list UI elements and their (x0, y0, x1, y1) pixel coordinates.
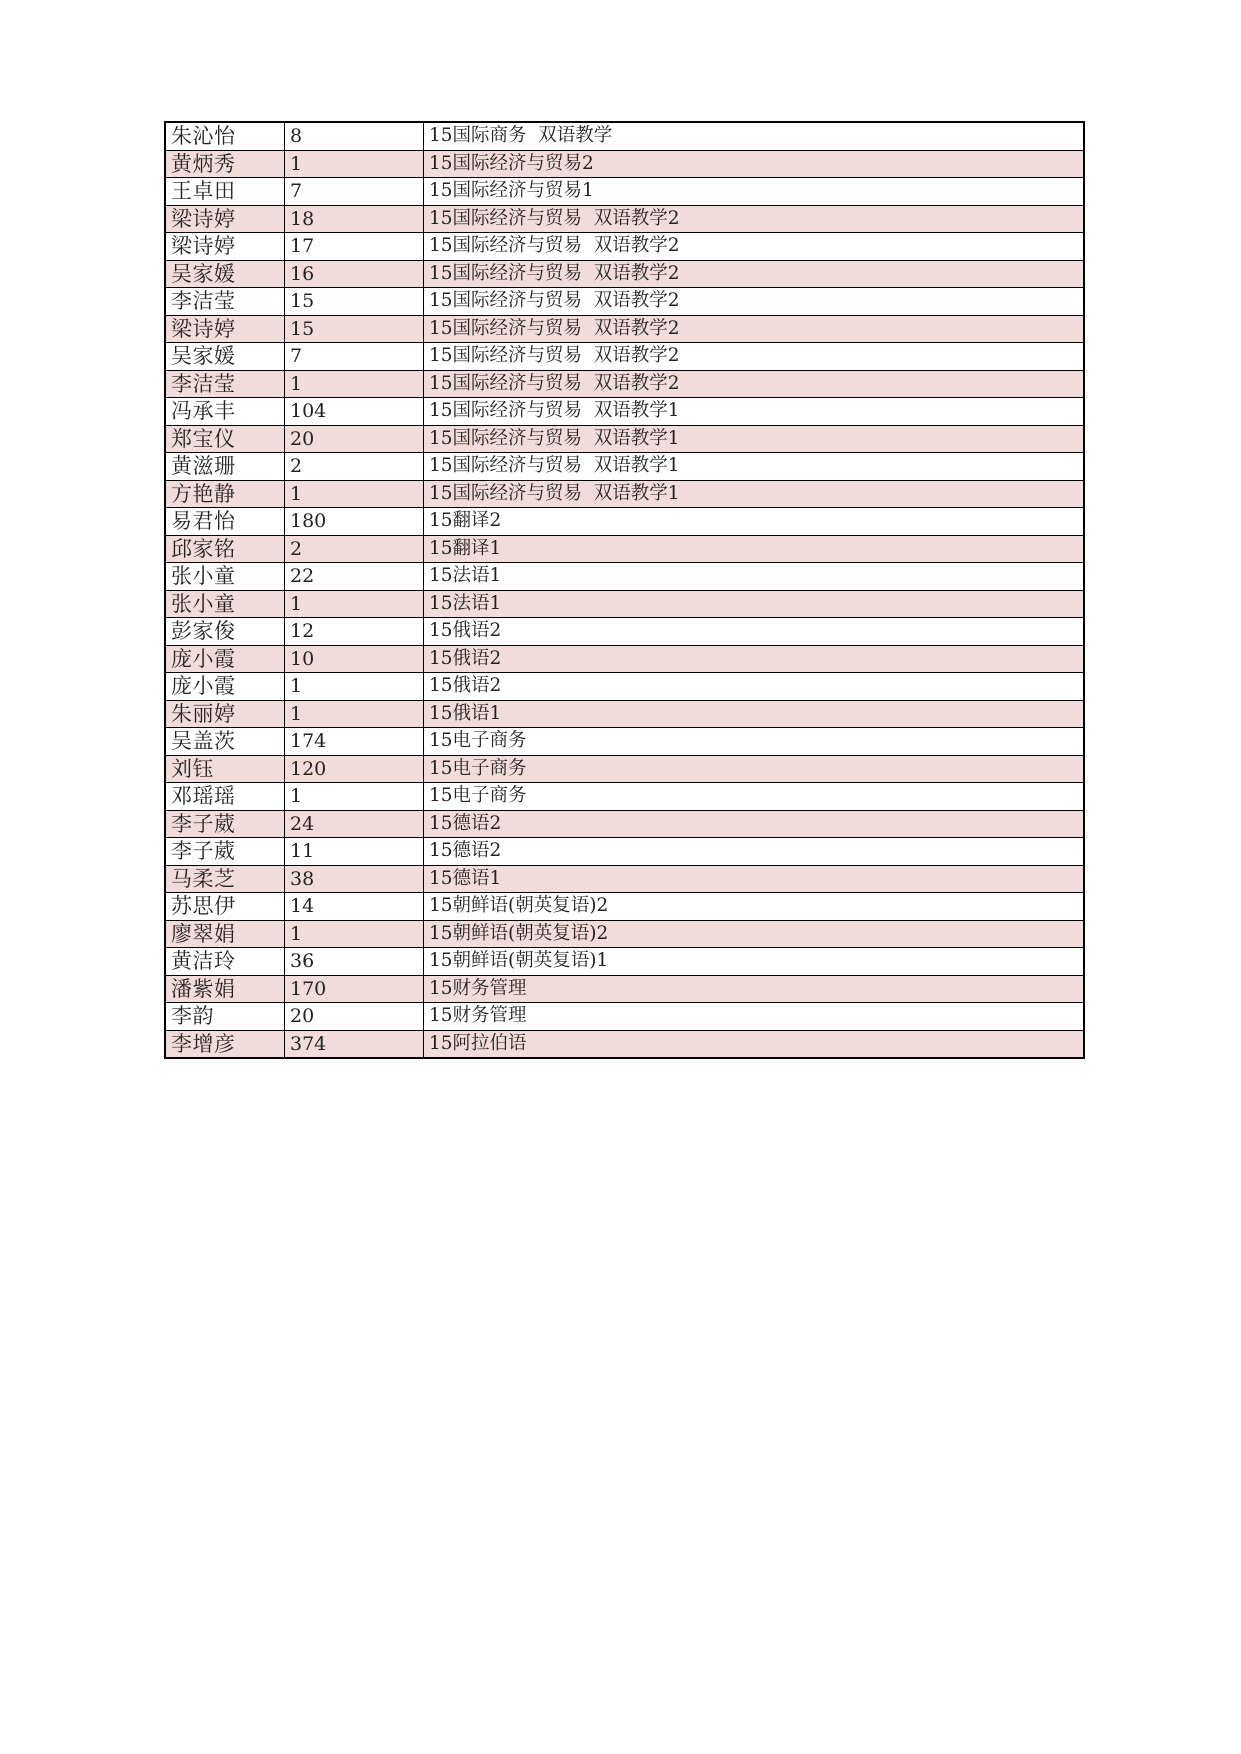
name-cell: 廖翠娟 (165, 920, 285, 948)
table-row (165, 260, 1084, 288)
table-row (165, 920, 1084, 948)
count-cell: 20 (285, 425, 424, 453)
name-cell: 吴家媛 (165, 343, 285, 371)
count-cell: 1 (285, 673, 424, 701)
class-cell: 15国际经济与贸易1 (424, 178, 1085, 206)
table-row (165, 233, 1084, 261)
count-cell: 17 (285, 233, 424, 261)
class-cell: 15俄语2 (424, 618, 1085, 646)
table-row (165, 893, 1084, 921)
name-cell: 李洁莹 (165, 370, 285, 398)
count-cell: 7 (285, 178, 424, 206)
name-cell: 梁诗婷 (165, 315, 285, 343)
name-cell: 王卓田 (165, 178, 285, 206)
name-cell: 黄洁玲 (165, 948, 285, 976)
class-cell: 15法语1 (424, 590, 1085, 618)
name-cell: 梁诗婷 (165, 233, 285, 261)
name-cell: 梁诗婷 (165, 205, 285, 233)
class-cell: 15国际经济与贸易 双语教学1 (424, 453, 1085, 481)
count-cell: 10 (285, 645, 424, 673)
class-cell: 15朝鲜语(朝英复语)1 (424, 948, 1085, 976)
name-cell: 朱丽婷 (165, 700, 285, 728)
name-cell: 吴家媛 (165, 260, 285, 288)
table-row (165, 838, 1084, 866)
class-cell: 15国际经济与贸易2 (424, 150, 1085, 178)
class-cell: 15电子商务 (424, 755, 1085, 783)
name-cell: 张小童 (165, 563, 285, 591)
name-cell: 李韵 (165, 1003, 285, 1031)
table-row (165, 728, 1084, 756)
count-cell: 15 (285, 315, 424, 343)
class-cell: 15财务管理 (424, 975, 1085, 1003)
name-cell: 彭家俊 (165, 618, 285, 646)
class-cell: 15电子商务 (424, 783, 1085, 811)
count-cell: 1 (285, 920, 424, 948)
name-cell: 潘紫娟 (165, 975, 285, 1003)
count-cell: 2 (285, 535, 424, 563)
class-cell: 15国际经济与贸易 双语教学1 (424, 480, 1085, 508)
class-cell: 15德语2 (424, 838, 1085, 866)
class-cell: 15国际经济与贸易 双语教学1 (424, 398, 1085, 426)
table-row (165, 948, 1084, 976)
count-cell: 11 (285, 838, 424, 866)
count-cell: 180 (285, 508, 424, 536)
class-cell: 15国际商务 双语教学 (424, 122, 1085, 150)
name-cell: 李子葳 (165, 838, 285, 866)
count-cell: 2 (285, 453, 424, 481)
data-table (164, 121, 1085, 1059)
table-row (165, 122, 1084, 150)
table-row (165, 205, 1084, 233)
class-cell: 15国际经济与贸易 双语教学2 (424, 288, 1085, 316)
count-cell: 14 (285, 893, 424, 921)
table-row (165, 370, 1084, 398)
count-cell: 1 (285, 370, 424, 398)
class-cell: 15国际经济与贸易 双语教学2 (424, 233, 1085, 261)
class-cell: 15朝鲜语(朝英复语)2 (424, 893, 1085, 921)
count-cell: 20 (285, 1003, 424, 1031)
count-cell: 12 (285, 618, 424, 646)
name-cell: 庞小霞 (165, 645, 285, 673)
table-row (165, 535, 1084, 563)
table-body (165, 122, 1084, 1058)
count-cell: 120 (285, 755, 424, 783)
class-cell: 15国际经济与贸易 双语教学2 (424, 205, 1085, 233)
count-cell: 1 (285, 590, 424, 618)
count-cell: 174 (285, 728, 424, 756)
table-row (165, 398, 1084, 426)
class-cell: 15俄语2 (424, 673, 1085, 701)
count-cell: 170 (285, 975, 424, 1003)
table-row (165, 810, 1084, 838)
name-cell: 黄炳秀 (165, 150, 285, 178)
name-cell: 李洁莹 (165, 288, 285, 316)
table-row (165, 673, 1084, 701)
class-cell: 15国际经济与贸易 双语教学2 (424, 260, 1085, 288)
name-cell: 张小童 (165, 590, 285, 618)
name-cell: 吴盖茨 (165, 728, 285, 756)
table-row (165, 343, 1084, 371)
name-cell: 李增彦 (165, 1030, 285, 1058)
table-row (165, 1030, 1084, 1058)
table-row (165, 755, 1084, 783)
table-row (165, 288, 1084, 316)
count-cell: 1 (285, 783, 424, 811)
count-cell: 36 (285, 948, 424, 976)
name-cell: 马柔芝 (165, 865, 285, 893)
name-cell: 邱家铭 (165, 535, 285, 563)
table-row (165, 975, 1084, 1003)
name-cell: 方艳静 (165, 480, 285, 508)
name-cell: 邓瑶瑶 (165, 783, 285, 811)
count-cell: 104 (285, 398, 424, 426)
class-cell: 15翻译1 (424, 535, 1085, 563)
table-row (165, 480, 1084, 508)
name-cell: 易君怡 (165, 508, 285, 536)
class-cell: 15电子商务 (424, 728, 1085, 756)
count-cell: 1 (285, 700, 424, 728)
table-row (165, 1003, 1084, 1031)
name-cell: 庞小霞 (165, 673, 285, 701)
table-row (165, 783, 1084, 811)
class-cell: 15财务管理 (424, 1003, 1085, 1031)
table-row (165, 645, 1084, 673)
class-cell: 15德语1 (424, 865, 1085, 893)
table-row (165, 178, 1084, 206)
table-row (165, 453, 1084, 481)
count-cell: 8 (285, 122, 424, 150)
class-cell: 15国际经济与贸易 双语教学2 (424, 315, 1085, 343)
class-cell: 15国际经济与贸易 双语教学2 (424, 370, 1085, 398)
table-row (165, 315, 1084, 343)
table-row (165, 508, 1084, 536)
count-cell: 374 (285, 1030, 424, 1058)
table-row (165, 150, 1084, 178)
count-cell: 38 (285, 865, 424, 893)
class-cell: 15阿拉伯语 (424, 1030, 1085, 1058)
count-cell: 18 (285, 205, 424, 233)
table-row (165, 618, 1084, 646)
count-cell: 1 (285, 150, 424, 178)
count-cell: 7 (285, 343, 424, 371)
class-cell: 15翻译2 (424, 508, 1085, 536)
class-cell: 15国际经济与贸易 双语教学2 (424, 343, 1085, 371)
table-row (165, 865, 1084, 893)
name-cell: 苏思伊 (165, 893, 285, 921)
name-cell: 郑宝仪 (165, 425, 285, 453)
count-cell: 22 (285, 563, 424, 591)
table-row (165, 590, 1084, 618)
name-cell: 冯承丰 (165, 398, 285, 426)
class-cell: 15俄语2 (424, 645, 1085, 673)
table-row (165, 563, 1084, 591)
class-cell: 15国际经济与贸易 双语教学1 (424, 425, 1085, 453)
count-cell: 24 (285, 810, 424, 838)
count-cell: 1 (285, 480, 424, 508)
name-cell: 朱沁怡 (165, 122, 285, 150)
class-cell: 15朝鲜语(朝英复语)2 (424, 920, 1085, 948)
name-cell: 李子葳 (165, 810, 285, 838)
class-cell: 15俄语1 (424, 700, 1085, 728)
name-cell: 黄滋珊 (165, 453, 285, 481)
class-cell: 15德语2 (424, 810, 1085, 838)
count-cell: 16 (285, 260, 424, 288)
name-cell: 刘钰 (165, 755, 285, 783)
table-row (165, 425, 1084, 453)
class-cell: 15法语1 (424, 563, 1085, 591)
count-cell: 15 (285, 288, 424, 316)
table-row (165, 700, 1084, 728)
